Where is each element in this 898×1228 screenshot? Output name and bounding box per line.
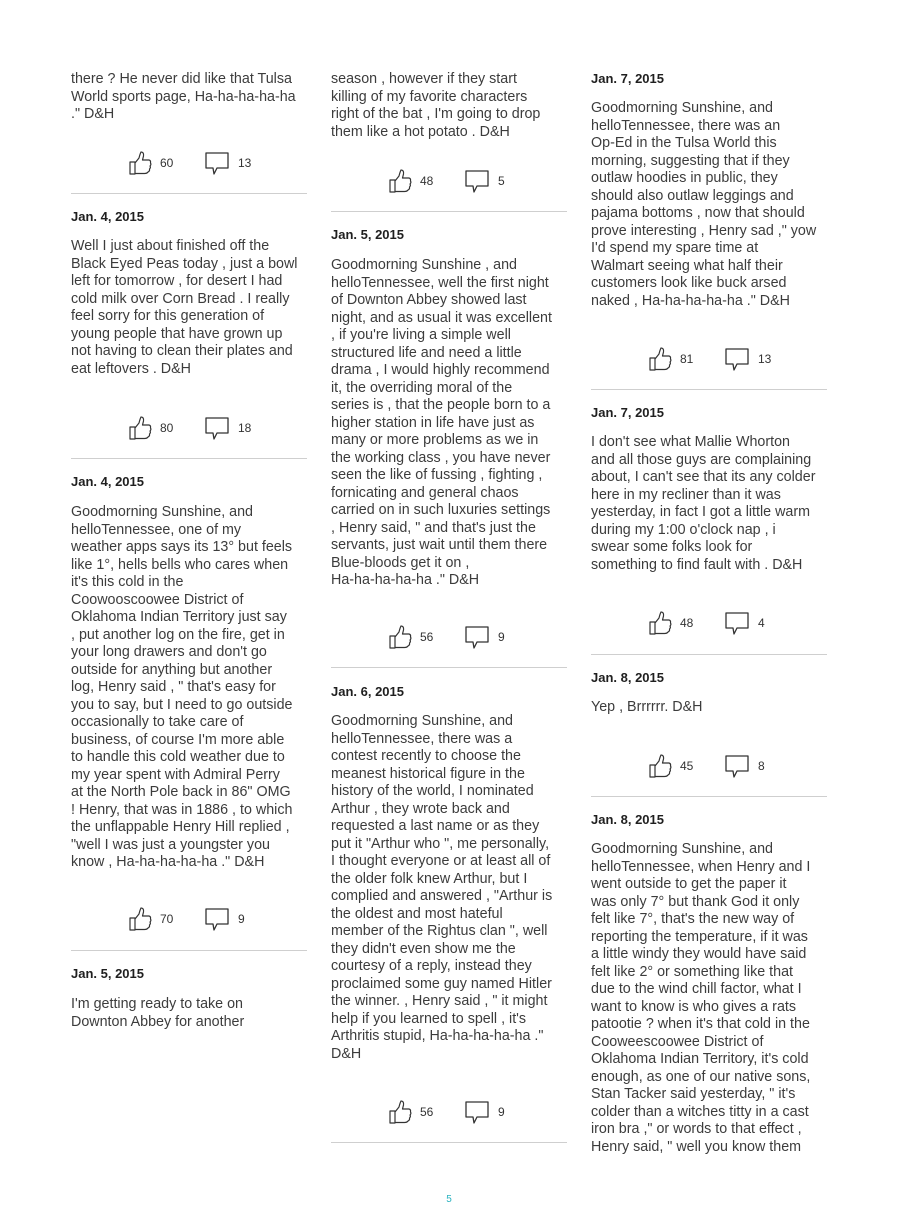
comment-count: 13 — [758, 352, 772, 366]
comment-icon[interactable] — [464, 168, 490, 194]
divider — [331, 1142, 567, 1143]
like-count: 48 — [680, 616, 694, 630]
page-number: 5 — [446, 1194, 452, 1205]
like-count: 45 — [680, 759, 694, 773]
comment-icon[interactable] — [204, 150, 230, 176]
like-count: 80 — [160, 421, 174, 435]
post-date: Jan. 4, 2015 — [71, 474, 144, 489]
thumbs-up-icon[interactable] — [387, 168, 413, 194]
thumbs-up-icon[interactable] — [127, 150, 153, 176]
thumbs-up-icon[interactable] — [387, 1099, 413, 1125]
thumbs-up-icon[interactable] — [127, 415, 153, 441]
comment-count: 9 — [238, 912, 245, 926]
divider — [591, 654, 827, 655]
post-text: Goodmorning Sunshine, and helloTennessee, one of my weather apps says its 13° but feels like 1°, hells bells who cares when it's this cold in the Coowooscoowee District of Oklahoma Indian Territory just say , put another log on the fire, get in your long drawers and don't go outside for anything but another log, Henry said , " that's easy for you to say, but I need to go outside occasionally to take care of business, of course I'm more able to handle this cold weather due to my year spent with Admiral Perry at the North Pole back in 86" OMG ! Henry, that was in 1886 , to which the unflappable Henry Hill replied , "well I was just a youngster you know , Ha-ha-ha-ha-ha ." D&H — [71, 504, 293, 870]
post-date: Jan. 8, 2015 — [591, 812, 664, 827]
post-reactions — [591, 610, 827, 636]
post-reactions — [331, 624, 567, 650]
comment-count: 13 — [238, 156, 252, 170]
comment-icon[interactable] — [204, 415, 230, 441]
comment-icon[interactable] — [724, 610, 750, 636]
thumbs-up-icon[interactable] — [647, 346, 673, 372]
post-date: Jan. 7, 2015 — [591, 405, 664, 420]
post-reactions — [591, 346, 827, 372]
divider — [591, 796, 827, 797]
comment-icon[interactable] — [464, 624, 490, 650]
comment-icon[interactable] — [724, 346, 750, 372]
divider — [71, 458, 307, 459]
thumbs-up-icon[interactable] — [647, 610, 673, 636]
post-text: I don't see what Mallie Whorton and all those guys are complaining about, I can't see that its any colder here in my recliner than it was yesterday, in fact I got a little warm during my 1:00 o'clock nap , i swear some folks look for something to find fault with . D&H — [591, 434, 816, 573]
thumbs-up-icon[interactable] — [127, 906, 153, 932]
post-reactions — [71, 906, 307, 932]
post-reactions — [591, 753, 827, 779]
post-date: Jan. 4, 2015 — [71, 209, 144, 224]
post-date: Jan. 6, 2015 — [331, 684, 404, 699]
like-count: 60 — [160, 156, 174, 170]
post-text: I'm getting ready to take on Downton Abbey for another — [71, 996, 245, 1030]
post-text: Well I just about finished off the Black Eyed Peas today , just a bowl left for tomorrow , for desert I had cold milk over Corn Bread . I really feel sorry for this generation of young people that have grown up not having to clean their plates and eat leftovers . D&H — [71, 238, 298, 377]
post-text: Goodmorning Sunshine , and helloTennessee, well the first night of Downton Abbey showed last night, and as usual it was excellent , if you're living a simple well structured life and need a little drama , I would highly recommend it, the overriding moral of the series is , that the people born to a higher station in life have just as many or more problems as we in the working class , you have never seen the like of fussing , fighting , fornicating and general chaos carried on in such luxuries settings , Henry said, " and that's just the servants, just wait until them there Blue-bloods get it on , Ha-ha-ha-ha-ha ." D&H — [331, 257, 552, 588]
comment-count: 4 — [758, 616, 765, 630]
comment-count: 18 — [238, 421, 252, 435]
post-reactions — [331, 168, 567, 194]
post-text: Goodmorning Sunshine, and helloTennessee, there was a contest recently to choose the meanest historical figure in the history of the world, I nominated Arthur , they wrote back and requested a last name or as they put it "Arthur who ", me personally, I thought everyone or at least all of the older folk knew Arthur, but I complied and answered , "Arthur is the oldest and most hateful member of the Rightus clan ", well they didn't even show me the courtesy of a reply, instead they proclaimed some guy named Hitler the winner. , Henry said , " it might help if you learned to spell , it's Arthritis stupid, Ha-ha-ha-ha-ha ." D&H — [331, 713, 553, 1062]
comment-icon[interactable] — [204, 906, 230, 932]
comment-icon[interactable] — [464, 1099, 490, 1125]
post-date: Jan. 8, 2015 — [591, 670, 664, 685]
comment-count: 9 — [498, 1105, 505, 1119]
post-text: Goodmorning Sunshine, and helloTennessee, when Henry and I went outside to get the paper it was only 7° but thank God it only felt like 7°, that's the new way of reporting the temperature, if it was a little windy they would have said felt like 2° or something like that due to the wind chill factor, what I want to know is who gives a rats patootie ? when it's that cold in the Cooweescoowee District of Oklahoma Indian Territory, it's cold enough, as one of our native sons, Stan Tacker said yesterday, " it's colder than a witches titty in a cast iron bra ," or words to that effect , Henry said, " well you know them — [591, 841, 811, 1155]
post-reactions — [331, 1099, 567, 1125]
like-count: 56 — [420, 630, 434, 644]
divider — [331, 211, 567, 212]
post-date: Jan. 5, 2015 — [331, 227, 404, 242]
post-reactions — [71, 150, 307, 176]
comment-count: 8 — [758, 759, 765, 773]
post-text: Yep , Brrrrrr. D&H — [591, 699, 703, 715]
post-text: Goodmorning Sunshine, and helloTennessee, there was an Op-Ed in the Tulsa World this morning, suggesting that if they outlaw hoodies in public, they should also outlaw leggings and pajama bottoms , now that should prove interesting , Henry sad ," yow I'd spend my spare time at Walmart seeing what half their customers look like buck arsed naked , Ha-ha-ha-ha-ha ." D&H — [591, 100, 817, 309]
divider — [71, 193, 307, 194]
thumbs-up-icon[interactable] — [647, 753, 673, 779]
post-date: Jan. 5, 2015 — [71, 966, 144, 981]
like-count: 56 — [420, 1105, 434, 1119]
post-text: season , however if they start killing of my favorite characters right of the bat , I'm going to drop them like a hot potato . D&H — [331, 71, 541, 140]
like-count: 70 — [160, 912, 174, 926]
comment-icon[interactable] — [724, 753, 750, 779]
post-date: Jan. 7, 2015 — [591, 71, 664, 86]
divider — [591, 389, 827, 390]
comment-count: 9 — [498, 630, 505, 644]
thumbs-up-icon[interactable] — [387, 624, 413, 650]
post-text: there ? He never did like that Tulsa World sports page, Ha-ha-ha-ha-ha ." D&H — [71, 71, 296, 122]
like-count: 48 — [420, 174, 434, 188]
divider — [71, 950, 307, 951]
comment-count: 5 — [498, 174, 505, 188]
divider — [331, 667, 567, 668]
like-count: 81 — [680, 352, 694, 366]
post-reactions — [71, 415, 307, 441]
